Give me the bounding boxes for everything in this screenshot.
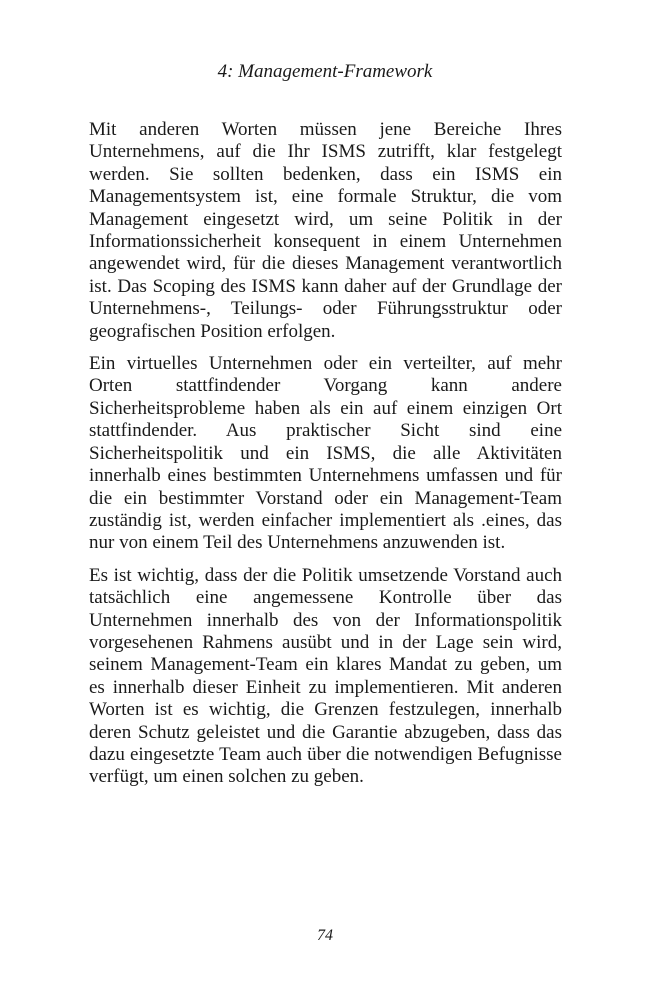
running-header: 4: Management-Framework bbox=[217, 61, 433, 82]
body-text bbox=[89, 119, 562, 799]
paragraph-board-control: Es ist wichtig, dass der die Politik umsetzende Vorstand auch tatsächlich eine angemessene Kontrolle über das Unternehmen innerhalb des von der Informationspolitik vorgesehenen Rahmens ausübt und in der Lage sein wird, seinem Management-Team ein klares Mandat zu geben, um es innerhalb dieser Einheit zu implementieren. Mit anderen Worten ist es wichtig, die Grenzen festzulegen, innerhalb deren Schutz geleistet und die Garantie abzugeben, dass das dazu eingesetzte Team auch über die notwendigen Befugnisse verfügt, um einen solchen zu geben. bbox=[89, 564, 562, 788]
paragraph-virtual-enterprise: Ein virtuelles Unternehmen oder ein verteilter, auf mehr Orten stattfindender Vorgang kann andere Sicherheitsprobleme haben als ein auf einem einzigen Ort stattfindender. Aus praktischer Sicht sind eine Sicherheitspolitik und ein ISMS, die alle Aktivitäten innerhalb eines bestimmten Unternehmens umfassen und für die ein bestimmter Vorstand oder ein Management-Team zuständig ist, werden einfacher implementiert als .eines, das nur von einem Teil des Unternehmens anzuwenden ist. bbox=[89, 353, 562, 554]
page-number: 74 bbox=[317, 927, 333, 944]
paragraph-scope-definition: Mit anderen Worten müssen jene Bereiche Ihres Unternehmens, auf die Ihr ISMS zutrifft, klar festgelegt werden. Sie sollten bedenken, dass ein ISMS ein Managementsystem ist, eine formale Struktur, die vom Management eingesetzt wird, um seine Politik in der Informationssicherheit konsequent in einem Unternehmen angewendet wird, für die dieses Management verantwortlich ist. Das Scoping des ISMS kann daher auf der Grundlage der Unternehmens-, Teilungs- oder Führungsstruktur oder geografischen Position erfolgen. bbox=[89, 119, 562, 342]
